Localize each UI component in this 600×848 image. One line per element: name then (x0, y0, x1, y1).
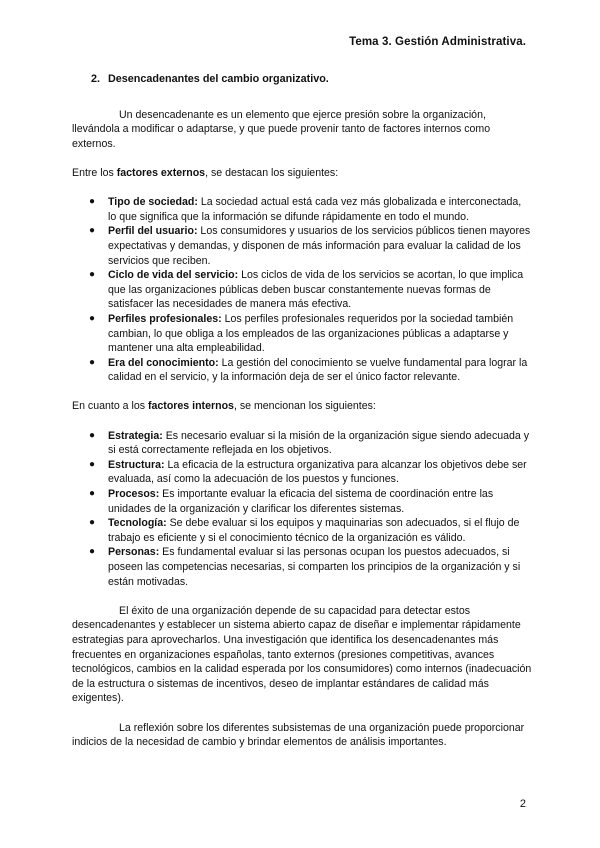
page-content (72, 72, 532, 750)
list-item: ● Tecnología: Se debe evaluar si los equipos y maquinarias son adecuados, si el flujo de trabajo es eficiente y si el conocimiento técnico de la organización es válido. (89, 517, 520, 544)
list-item: ● Ciclo de vida del servicio: Los ciclos de vida de los servicios se acortan, lo que implica que las organizaciones públicas deben buscar constantemente nuevas formas de satisfacer las necesidades de manera más efectiva. (89, 269, 524, 311)
section-title: Desencadenantes del cambio organizativo. (108, 73, 329, 85)
success-paragraph: El éxito de una organización depende de su capacidad para detectar estos desencadenantes y establecer un sistema abierto capaz de diseñar e implementar rápidamente estrategias para aprovecharlos. Una investigación que identifica los desencadenantes más frecuentes en organizaciones españolas, tanto externos (presiones competitivas, avances tecnológicos, cambios en la calidad esperada por los consumidores) como internos (inadecuación de la estructura o sistemas de incentivos, deseo de implantar estándares de calidad más exigentes). (72, 604, 532, 705)
list-item: ● Tipo de sociedad: La sociedad actual está cada vez más globalizada e interconectada, lo que significa que la información se difunde rápidamente en todo el mundo. (89, 196, 522, 223)
list-item: ● Perfiles profesionales: Los perfiles profesionales requeridos por la sociedad también cambian, lo que obliga a los empleados de las organizaciones públicas a adaptarse y mantener una alta empleabilidad. (89, 312, 514, 355)
bullet-icon: ● (89, 458, 96, 470)
section-number: 2. (91, 73, 101, 85)
list-item: ● Estrategia: Es necesario evaluar si la misión de la organización sigue siendo adecuada y si está correctamente reflejada en los objetivos. (89, 429, 530, 457)
external-factors-list (72, 195, 532, 385)
list-item: ● Personas: Es fundamental evaluar si las personas ocupan los puestos adecuados, si poseen las competencias necesarias, si comparten los principios de la organización y si están motivadas. (89, 546, 521, 588)
list-item: ● Perfil del usuario: Los consumidores y usuarios de los servicios públicos tienen mayores expectativas y demandas, y disponen de más información para evaluar la calidad de los servicios que reciben. (89, 225, 531, 267)
bullet-icon: ● (89, 312, 96, 324)
bullet-icon: ● (89, 429, 96, 441)
page-header: Tema 3. Gestión Administrativa. (349, 36, 526, 48)
list-item: ● Estructura: La eficacia de la estructura organizativa para alcanzar los objetivos debe ser evaluada, así como la adecuación de los puestos y funciones. (89, 458, 527, 486)
bullet-icon: ● (89, 356, 96, 368)
section-heading (91, 72, 532, 87)
bullet-icon: ● (89, 488, 96, 500)
internal-factors-lead: En cuanto a los factores internos, se mencionan los siguientes: (72, 400, 376, 413)
bullet-icon: ● (89, 517, 96, 529)
bullet-icon: ● (89, 225, 96, 237)
external-factors-lead: Entre los factores externos, se destacan los siguientes: (72, 166, 339, 179)
list-item: ● Procesos: Es importante evaluar la eficacia del sistema de coordinación entre las unidades de la organización y clarificar los diferentes sistemas. (89, 488, 494, 515)
bullet-icon: ● (89, 269, 96, 281)
list-item: ● Era del conocimiento: La gestión del conocimiento se vuelve fundamental para lograr la calidad en el servicio, y la información deja de ser el único factor relevante. (89, 356, 528, 384)
bullet-icon: ● (89, 546, 96, 558)
reflection-paragraph: La reflexión sobre los diferentes subsistemas de una organización puede proporcionar indicios de la necesidad de cambio y brindar elementos de análisis importantes. (72, 721, 525, 749)
intro-paragraph: Un desencadenante es un elemento que ejerce presión sobre la organización, llevándola a modificar o adaptarse, y que puede provenir tanto de factores internos como externos. (72, 108, 491, 150)
bullet-icon: ● (89, 196, 96, 208)
internal-factors-list (72, 429, 532, 590)
page-number: 2 (519, 798, 526, 810)
